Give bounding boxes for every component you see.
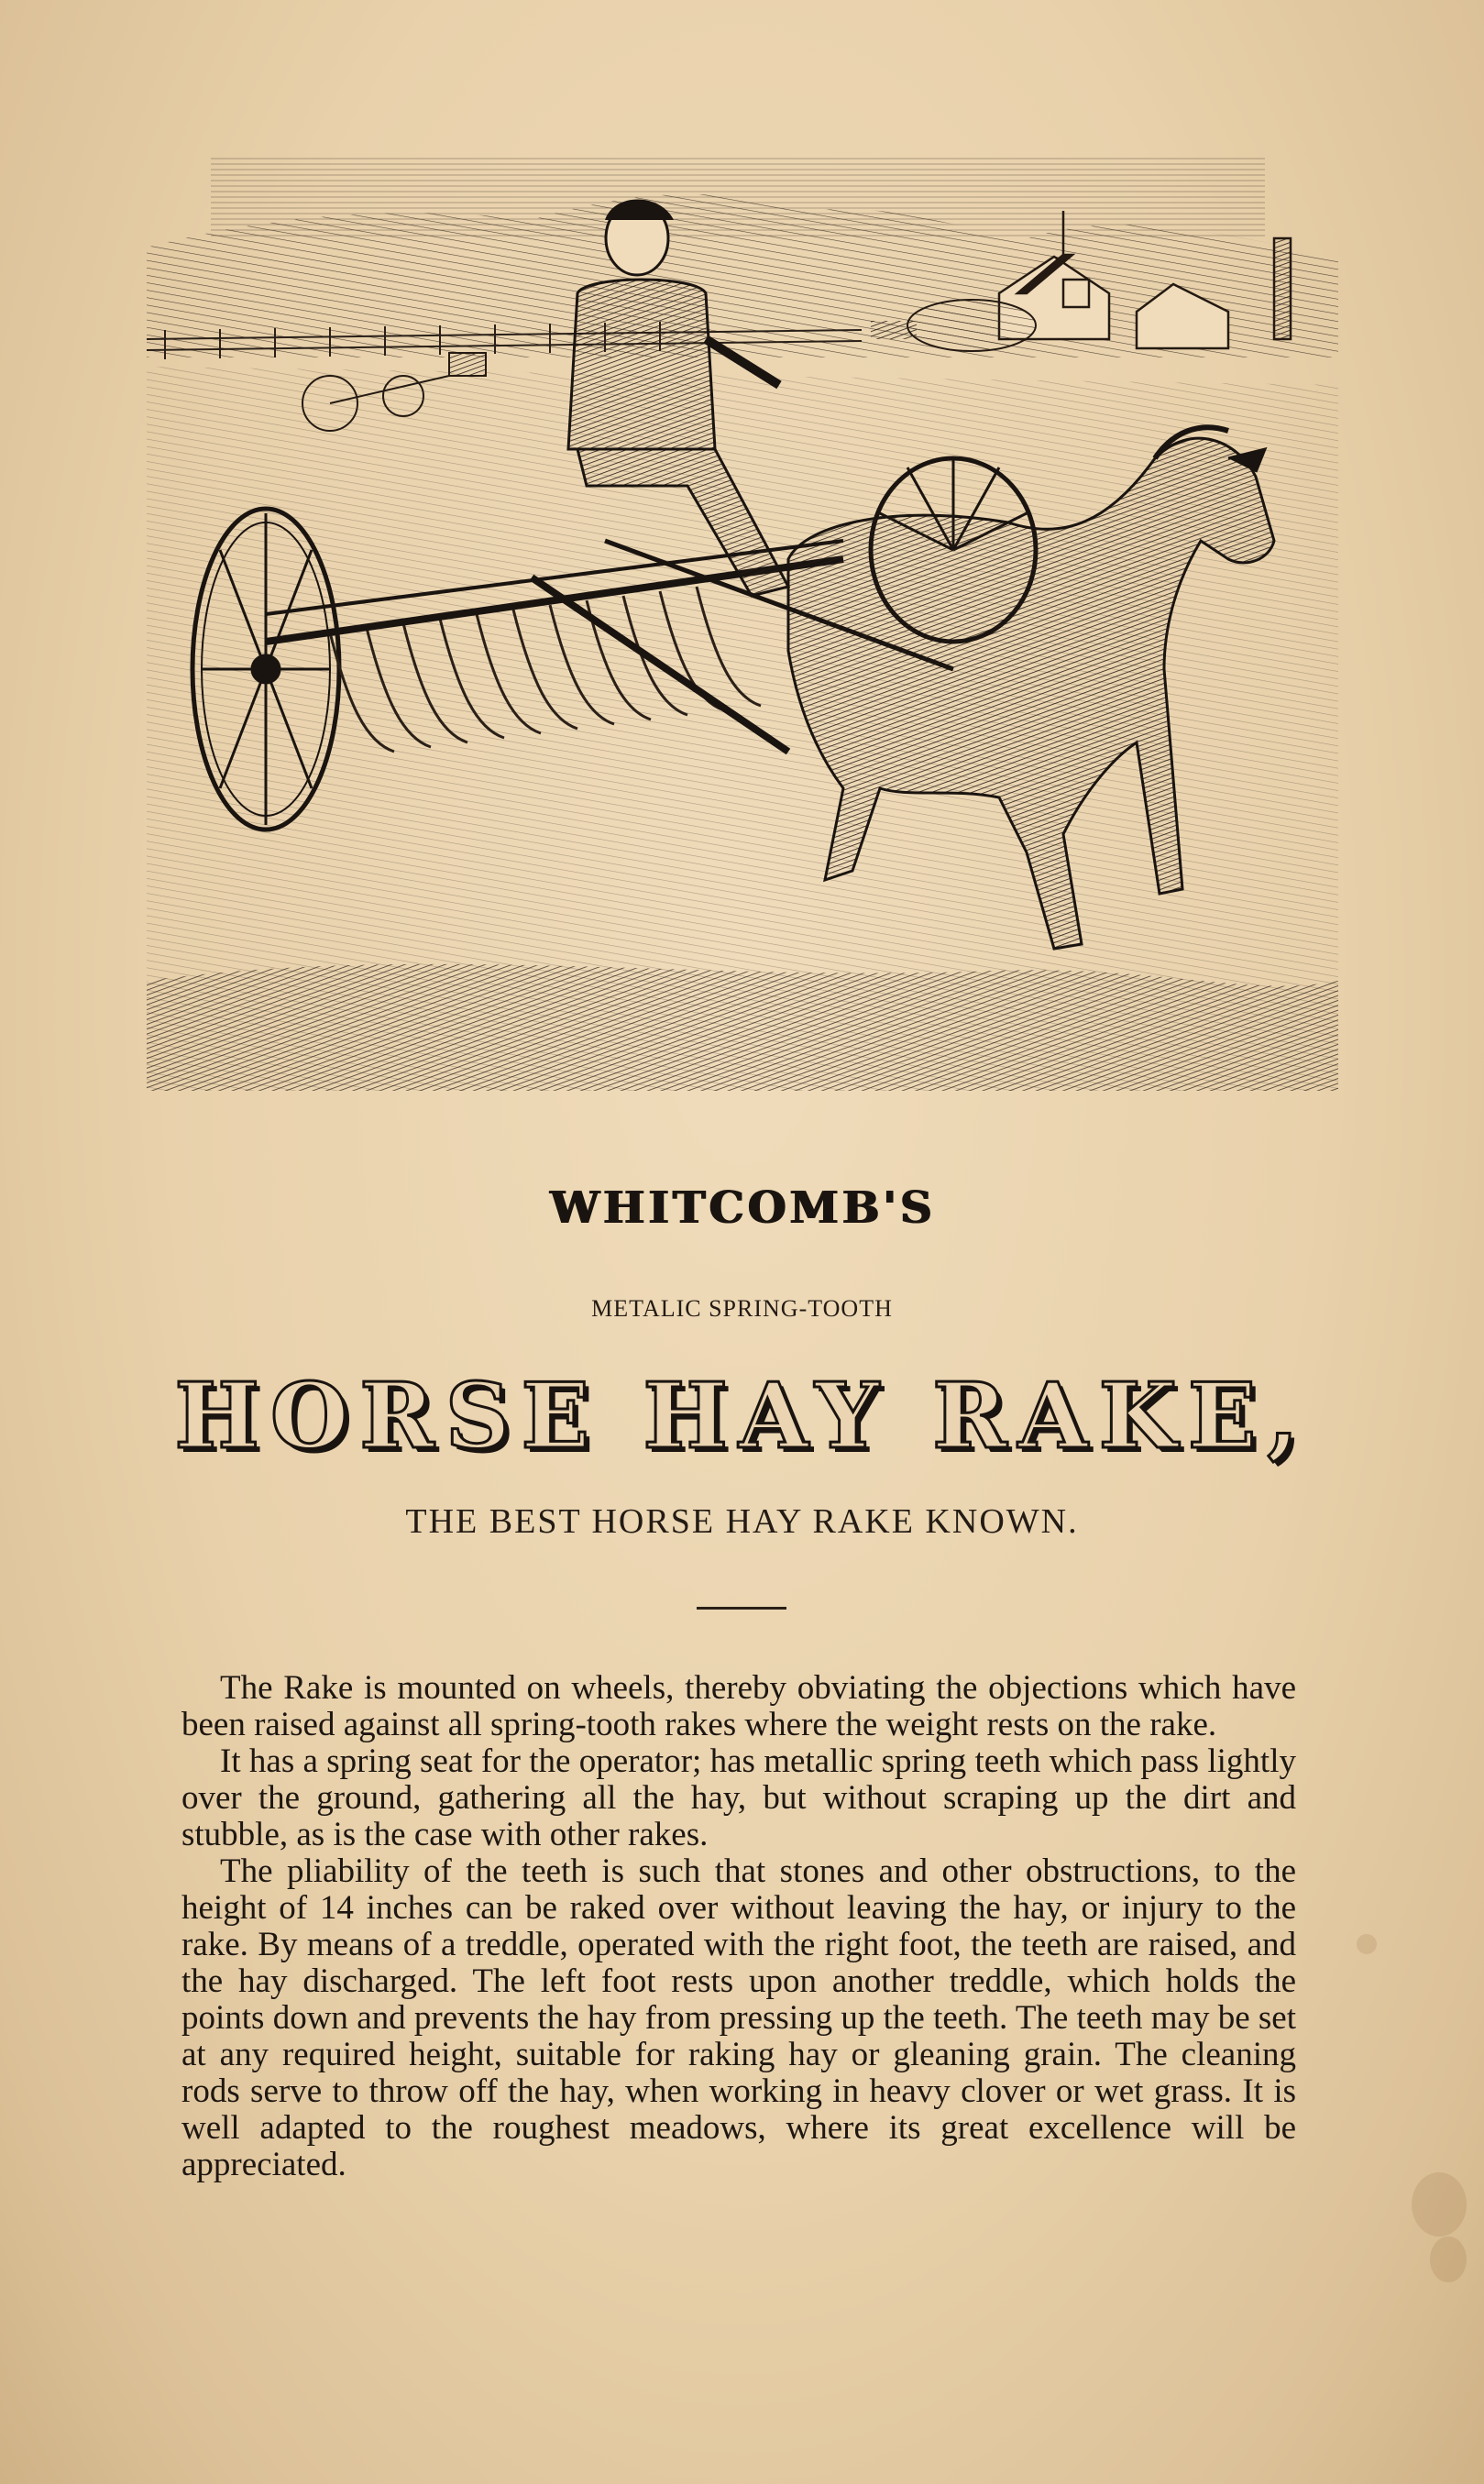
divider-rule <box>697 1607 786 1610</box>
foreground-shadow <box>147 964 1338 1091</box>
paper-stain <box>1430 2237 1467 2282</box>
paragraph: The pliability of the teeth is such that stones and other obstructions, to the height of 14 inches can be raked over without leaving the hay, or injury to the rake. By means of a treddle, operated with the right foot, the teeth are raised, and the hay discharged. The left foot rests upon another treddle, which holds the points down and prevents the hay from pressing up the teeth. The teeth may be set at any required height, suitable for raking hay or gleaning grain. The cleaning rods serve to throw off the hay, when working in heavy clover or wet grass. It is well adapted to the roughest meadows, where its great excellence will be appreciated. <box>181 1852 1296 2183</box>
product-title: HORSE HAY RAKE, <box>174 1364 1310 1469</box>
hay-rake-engraving <box>147 156 1338 1091</box>
tagline: THE BEST HORSE HAY RAKE KNOWN. <box>405 1502 1079 1541</box>
engraving-svg <box>147 156 1338 1091</box>
paper-stain <box>1412 2172 1467 2237</box>
paper-stain <box>1357 1934 1377 1954</box>
paragraph: The Rake is mounted on wheels, thereby obviating the objections which have been raised against all spring-tooth rakes where the weight rests on the rake. <box>181 1669 1296 1743</box>
rake-wheel-left <box>192 509 339 830</box>
description-text <box>181 1670 1296 2183</box>
product-kicker: METALIC SPRING-TOOTH <box>591 1295 893 1322</box>
maker-name: WHITCOMB'S <box>549 1182 935 1234</box>
paragraph: It has a spring seat for the operator; has metallic spring teeth which pass lightly over the ground, gathering all the hay, but without scraping up the dirt and stubble, as is the case with other rakes. <box>181 1742 1296 1853</box>
